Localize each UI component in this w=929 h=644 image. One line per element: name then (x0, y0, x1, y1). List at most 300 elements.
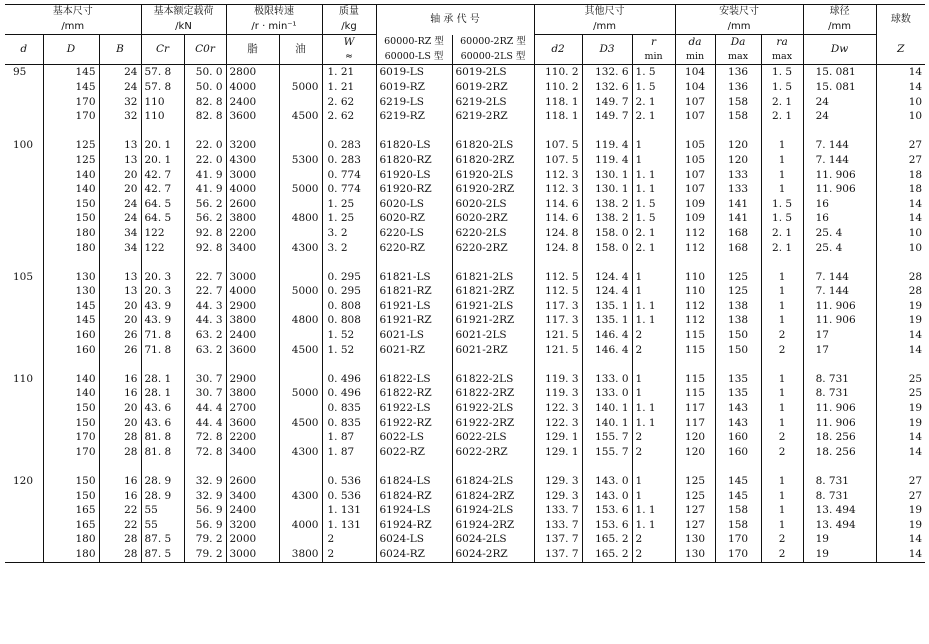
cell-ra: 2 (761, 343, 803, 358)
cell-c0r: 56. 2 (184, 211, 226, 226)
cell-z: 14 (908, 431, 923, 444)
cell-code-double: 61921-2LS (452, 299, 534, 314)
cell-d3: 158. 0 (582, 241, 632, 256)
cell-width-b: 13 (99, 284, 141, 299)
cell-da-max: 120 (715, 138, 761, 153)
cell-da-max: 158 (715, 518, 761, 533)
cell-width-b: 16 (99, 372, 141, 387)
cell-dw: 24 (803, 95, 876, 110)
cell-outer-d: 140 (43, 372, 99, 387)
cell-d2: 110. 2 (534, 80, 582, 95)
cell-speed-grease: 3000 (226, 547, 279, 562)
cell-code-single: 61820-LS (376, 138, 452, 153)
col-width-b: B (99, 35, 141, 65)
cell-ra: 2 (761, 532, 803, 547)
cell-d2: 129. 3 (534, 474, 582, 489)
cell-code-single: 6019-LS (376, 65, 452, 80)
col-da-max: Da (715, 35, 761, 50)
cell-code-double: 6022-2RZ (452, 445, 534, 460)
cell-cr: 43. 6 (141, 401, 184, 416)
cell-code-single: 6022-LS (376, 430, 452, 445)
header-bearing-code: 轴 承 代 号 (376, 5, 534, 35)
cell-outer-d: 170 (43, 445, 99, 460)
table-row (5, 416, 925, 431)
cell-outer-d: 150 (43, 401, 99, 416)
cell-z: 14 (908, 80, 923, 93)
cell-outer-d: 180 (43, 241, 99, 256)
cell-r: 1 (632, 153, 675, 168)
cell-width-b: 20 (99, 182, 141, 197)
table-row (5, 153, 925, 168)
cell-speed-grease: 3800 (226, 386, 279, 401)
cell-speed-oil (279, 65, 322, 80)
cell-ra: 2 (761, 430, 803, 445)
cell-cr: 110 (141, 109, 184, 124)
cell-da-max: 143 (715, 416, 761, 431)
cell-r: 2 (632, 532, 675, 547)
cell-width-b: 28 (99, 547, 141, 562)
unit-mm-ball: /mm (803, 20, 876, 35)
cell-d3: 133. 0 (582, 372, 632, 387)
cell-outer-d: 160 (43, 328, 99, 343)
cell-outer-d: 150 (43, 489, 99, 504)
cell-d (5, 284, 43, 299)
header-ball-count: 球数 (876, 5, 925, 35)
cell-da-max: 135 (715, 372, 761, 387)
cell-ra: 1 (761, 138, 803, 153)
col-r-min: min (632, 50, 675, 65)
unit-kn: /kN (141, 20, 226, 35)
cell-da: 105 (675, 153, 715, 168)
cell-speed-grease: 2800 (226, 65, 279, 80)
cell-da: 112 (675, 299, 715, 314)
cell-code-double: 6022-2LS (452, 430, 534, 445)
cell-code-single: 61824-LS (376, 474, 452, 489)
cell-d3: 155. 7 (582, 430, 632, 445)
cell-mass: 1. 52 (322, 328, 376, 343)
table-row (5, 226, 925, 241)
col-dw: Dw (803, 35, 876, 65)
cell-outer-d: 160 (43, 343, 99, 358)
cell-cr: 71. 8 (141, 343, 184, 358)
cell-d2: 117. 3 (534, 299, 582, 314)
cell-d2: 124. 8 (534, 241, 582, 256)
cell-speed-grease: 3400 (226, 445, 279, 460)
cell-r: 2 (632, 430, 675, 445)
cell-width-b: 24 (99, 197, 141, 212)
cell-c0r: 92. 8 (184, 226, 226, 241)
cell-d (5, 343, 43, 358)
cell-dw: 17 (803, 343, 876, 358)
header-other-dimensions: 其他尺寸 (534, 5, 675, 20)
cell-width-b: 28 (99, 430, 141, 445)
cell-z: 10 (908, 95, 923, 108)
col-z: Z (876, 35, 925, 65)
cell-d3: 158. 0 (582, 226, 632, 241)
cell-code-single: 61921-RZ (376, 313, 452, 328)
cell-z: 19 (908, 504, 923, 517)
cell-d (5, 80, 43, 95)
cell-da-max: 143 (715, 401, 761, 416)
cell-speed-grease: 2600 (226, 197, 279, 212)
cell-width-b: 28 (99, 445, 141, 460)
cell-code-double: 61821-2LS (452, 270, 534, 285)
cell-d3: 138. 2 (582, 197, 632, 212)
cell-d3: 143. 0 (582, 489, 632, 504)
cell-da-max: 170 (715, 532, 761, 547)
table-row (5, 284, 925, 299)
cell-ra: 1 (761, 416, 803, 431)
table-header (5, 5, 925, 65)
cell-c0r: 72. 8 (184, 445, 226, 460)
cell-dw: 13. 494 (803, 518, 876, 533)
cell-da-max: 160 (715, 445, 761, 460)
cell-speed-oil: 4300 (279, 445, 322, 460)
cell-outer-d: 140 (43, 168, 99, 183)
cell-dw: 19 (803, 532, 876, 547)
col-r: r (632, 35, 675, 50)
cell-code-single: 61924-RZ (376, 518, 452, 533)
cell-cr: 28. 9 (141, 474, 184, 489)
table-row (5, 401, 925, 416)
cell-ra: 1 (761, 518, 803, 533)
cell-c0r: 41. 9 (184, 168, 226, 183)
cell-width-b: 20 (99, 401, 141, 416)
cell-z: 14 (876, 547, 925, 562)
cell-d (5, 109, 43, 124)
cell-code-single: 6219-LS (376, 95, 452, 110)
cell-d2: 133. 7 (534, 503, 582, 518)
cell-dw: 8. 731 (803, 489, 876, 504)
cell-dw: 7. 144 (803, 284, 876, 299)
cell-da-max: 150 (715, 343, 761, 358)
cell-speed-oil (279, 299, 322, 314)
cell-mass: 0. 295 (322, 270, 376, 285)
cell-d (5, 168, 43, 183)
cell-cr: 20. 1 (141, 138, 184, 153)
cell-d3: 140. 1 (582, 401, 632, 416)
cell-dw: 11. 906 (803, 401, 876, 416)
cell-c0r: 63. 2 (184, 328, 226, 343)
cell-speed-oil: 4300 (279, 489, 322, 504)
cell-da: 110 (675, 284, 715, 299)
cell-da: 115 (675, 343, 715, 358)
cell-speed-grease: 2700 (226, 401, 279, 416)
cell-z: 25 (908, 372, 923, 385)
cell-c0r: 56. 9 (184, 518, 226, 533)
unit-mm: /mm (5, 20, 141, 35)
cell-d2: 129. 3 (534, 489, 582, 504)
cell-dw: 16 (803, 197, 876, 212)
col-code-2ls: 60000-2LS 型 (452, 50, 534, 65)
cell-speed-oil (279, 372, 322, 387)
cell-z: 19 (908, 402, 923, 415)
cell-code-single: 6020-LS (376, 197, 452, 212)
cell-width-b: 24 (99, 65, 141, 80)
cell-code-single: 61820-RZ (376, 153, 452, 168)
cell-mass: 0. 808 (322, 299, 376, 314)
col-code-rz: 60000-RZ 型 (376, 35, 452, 50)
cell-d (5, 401, 43, 416)
cell-cr: 81. 8 (141, 445, 184, 460)
cell-outer-d: 150 (43, 474, 99, 489)
cell-ra: 1 (761, 168, 803, 183)
cell-mass: 1. 87 (322, 430, 376, 445)
cell-speed-grease: 4000 (226, 182, 279, 197)
cell-dw: 11. 906 (803, 299, 876, 314)
cell-da: 107 (675, 109, 715, 124)
cell-c0r: 44. 4 (184, 401, 226, 416)
table-row (5, 518, 925, 533)
header-load-rating: 基本额定载荷 (141, 5, 226, 20)
col-da-max-sub: max (715, 50, 761, 65)
cell-da-max: 160 (715, 430, 761, 445)
cell-d2: 107. 5 (534, 138, 582, 153)
cell-code-single: 61921-LS (376, 299, 452, 314)
cell-code-single: 61924-LS (376, 503, 452, 518)
cell-dw: 18. 256 (803, 445, 876, 460)
cell-r: 1. 1 (632, 313, 675, 328)
col-d3: D3 (582, 35, 632, 65)
cell-speed-grease: 3800 (226, 313, 279, 328)
cell-mass: 0. 774 (322, 182, 376, 197)
cell-ra: 2 (761, 445, 803, 460)
unit-rpm: /r · min⁻¹ (226, 20, 322, 35)
cell-outer-d: 150 (43, 211, 99, 226)
cell-da: 117 (675, 401, 715, 416)
cell-speed-grease: 3200 (226, 518, 279, 533)
cell-d2: 129. 1 (534, 430, 582, 445)
cell-outer-d: 130 (43, 284, 99, 299)
cell-outer-d: 145 (43, 80, 99, 95)
cell-speed-grease: 3200 (226, 138, 279, 153)
cell-da: 110 (675, 270, 715, 285)
cell-r: 2 (632, 343, 675, 358)
cell-code-double: 61920-2RZ (452, 182, 534, 197)
cell-speed-grease: 2200 (226, 226, 279, 241)
cell-code-double: 61920-2LS (452, 168, 534, 183)
cell-d2: 137. 7 (534, 532, 582, 547)
cell-outer-d: 125 (43, 138, 99, 153)
cell-r: 1. 1 (632, 299, 675, 314)
cell-z: 10 (908, 226, 923, 239)
cell-code-double: 61922-2RZ (452, 416, 534, 431)
cell-da-max: 133 (715, 182, 761, 197)
table-row (5, 211, 925, 226)
cell-cr: 81. 8 (141, 430, 184, 445)
table-row (5, 328, 925, 343)
cell-speed-oil: 4500 (279, 343, 322, 358)
cell-da-max: 125 (715, 270, 761, 285)
cell-code-single: 61920-LS (376, 168, 452, 183)
cell-width-b: 20 (99, 313, 141, 328)
cell-width-b: 16 (99, 489, 141, 504)
cell-code-double: 6020-2LS (452, 197, 534, 212)
cell-ra: 1. 5 (761, 80, 803, 95)
cell-mass: 0. 496 (322, 372, 376, 387)
cell-mass: 1. 52 (322, 343, 376, 358)
cell-r: 1. 1 (632, 416, 675, 431)
cell-c0r: 44. 4 (184, 416, 226, 431)
cell-code-single: 6024-RZ (376, 547, 452, 562)
cell-d (5, 226, 43, 241)
cell-z: 25 (908, 387, 923, 400)
cell-z: 19 (908, 416, 923, 429)
cell-speed-grease: 2000 (226, 532, 279, 547)
cell-r: 2 (632, 547, 675, 562)
cell-d (5, 241, 43, 256)
cell-cr: 110 (141, 95, 184, 110)
cell-outer-d: 180 (43, 226, 99, 241)
table-row (5, 532, 925, 547)
cell-cr: 57. 8 (141, 65, 184, 80)
cell-width-b: 13 (99, 270, 141, 285)
cell-d2: 121. 5 (534, 328, 582, 343)
table-row (5, 95, 925, 110)
cell-outer-d: 125 (43, 153, 99, 168)
cell-da: 104 (675, 65, 715, 80)
cell-outer-d: 180 (43, 532, 99, 547)
table-row (5, 386, 925, 401)
cell-code-single: 61822-LS (376, 372, 452, 387)
cell-d3: 132. 6 (582, 65, 632, 80)
cell-z: 14 (908, 66, 923, 79)
cell-da-max: 145 (715, 489, 761, 504)
cell-c0r: 30. 7 (184, 372, 226, 387)
cell-speed-grease: 2900 (226, 299, 279, 314)
cell-da: 127 (675, 503, 715, 518)
cell-d: 95 (5, 65, 43, 80)
cell-ra: 1. 5 (761, 211, 803, 226)
cell-outer-d: 130 (43, 270, 99, 285)
table-row (5, 430, 925, 445)
cell-d2: 129. 1 (534, 445, 582, 460)
cell-d (5, 153, 43, 168)
cell-code-double: 61821-2RZ (452, 284, 534, 299)
cell-da-max: 141 (715, 211, 761, 226)
cell-width-b: 34 (99, 226, 141, 241)
cell-ra: 1 (761, 284, 803, 299)
table-row (5, 65, 925, 80)
cell-z: 14 (908, 329, 923, 342)
cell-ra: 1 (761, 386, 803, 401)
cell-d (5, 197, 43, 212)
cell-code-double: 6021-2LS (452, 328, 534, 343)
cell-ra: 1 (761, 153, 803, 168)
cell-code-double: 61924-2RZ (452, 518, 534, 533)
table-row (5, 372, 925, 387)
cell-code-single: 6219-RZ (376, 109, 452, 124)
cell-outer-d: 165 (43, 518, 99, 533)
cell-outer-d: 145 (43, 313, 99, 328)
cell-z: 28 (908, 270, 923, 283)
cell-mass: 2 (322, 532, 376, 547)
table-row (5, 547, 925, 562)
cell-da: 120 (675, 445, 715, 460)
cell-d3: 133. 0 (582, 386, 632, 401)
table-row (5, 299, 925, 314)
cell-dw: 24 (803, 109, 876, 124)
col-grease: 脂 (226, 35, 279, 65)
cell-code-single: 61922-LS (376, 401, 452, 416)
cell-mass: 0. 808 (322, 313, 376, 328)
cell-ra: 1 (761, 489, 803, 504)
cell-da: 115 (675, 328, 715, 343)
col-da: da (675, 35, 715, 50)
cell-c0r: 22. 7 (184, 284, 226, 299)
cell-ra: 1 (761, 401, 803, 416)
cell-d3: 165. 2 (582, 547, 632, 562)
cell-mass: 1. 21 (322, 80, 376, 95)
cell-ra: 1 (761, 270, 803, 285)
cell-d3: 124. 4 (582, 270, 632, 285)
col-outer-d: D (43, 35, 99, 65)
cell-da: 112 (675, 241, 715, 256)
cell-ra: 1. 5 (761, 197, 803, 212)
cell-width-b: 20 (99, 416, 141, 431)
cell-mass: 1. 25 (322, 211, 376, 226)
cell-d2: 110. 2 (534, 65, 582, 80)
cell-speed-grease: 3400 (226, 241, 279, 256)
cell-d2: 119. 3 (534, 386, 582, 401)
cell-ra: 2. 1 (761, 95, 803, 110)
cell-width-b: 22 (99, 518, 141, 533)
cell-z: 18 (908, 168, 923, 181)
cell-mass: 3. 2 (322, 226, 376, 241)
table-row (5, 445, 925, 460)
cell-da-max: 125 (715, 284, 761, 299)
group-spacer (5, 459, 925, 474)
cell-code-double: 6219-2LS (452, 95, 534, 110)
cell-speed-grease: 2400 (226, 503, 279, 518)
cell-mass: 1. 131 (322, 503, 376, 518)
cell-d3: 132. 6 (582, 80, 632, 95)
cell-code-single: 61824-RZ (376, 489, 452, 504)
unit-mm-other: /mm (534, 20, 675, 35)
cell-ra: 2. 1 (761, 241, 803, 256)
cell-cr: 57. 8 (141, 80, 184, 95)
cell-d2: 112. 3 (534, 168, 582, 183)
cell-speed-grease: 4000 (226, 80, 279, 95)
cell-code-single: 6220-RZ (376, 241, 452, 256)
header-mass: 质量 (322, 5, 376, 20)
cell-z: 27 (908, 489, 923, 502)
cell-outer-d: 165 (43, 503, 99, 518)
cell-speed-oil: 4800 (279, 211, 322, 226)
cell-width-b: 24 (99, 80, 141, 95)
cell-d (5, 532, 43, 547)
cell-dw: 8. 731 (803, 372, 876, 387)
cell-c0r: 92. 8 (184, 241, 226, 256)
table-body (5, 65, 925, 562)
group-spacer (5, 357, 925, 372)
cell-code-double: 6220-2LS (452, 226, 534, 241)
table-row (5, 80, 925, 95)
cell-da-max: 136 (715, 80, 761, 95)
cell-d2: 118. 1 (534, 95, 582, 110)
cell-code-double: 6020-2RZ (452, 211, 534, 226)
cell-mass: 3. 2 (322, 241, 376, 256)
cell-mass: 0. 536 (322, 489, 376, 504)
cell-da: 109 (675, 211, 715, 226)
cell-outer-d: 170 (43, 109, 99, 124)
cell-da: 105 (675, 138, 715, 153)
cell-outer-d: 180 (43, 547, 99, 562)
table-row (5, 109, 925, 124)
cell-r: 1. 5 (632, 197, 675, 212)
cell-code-double: 61824-2RZ (452, 489, 534, 504)
cell-r: 1 (632, 284, 675, 299)
